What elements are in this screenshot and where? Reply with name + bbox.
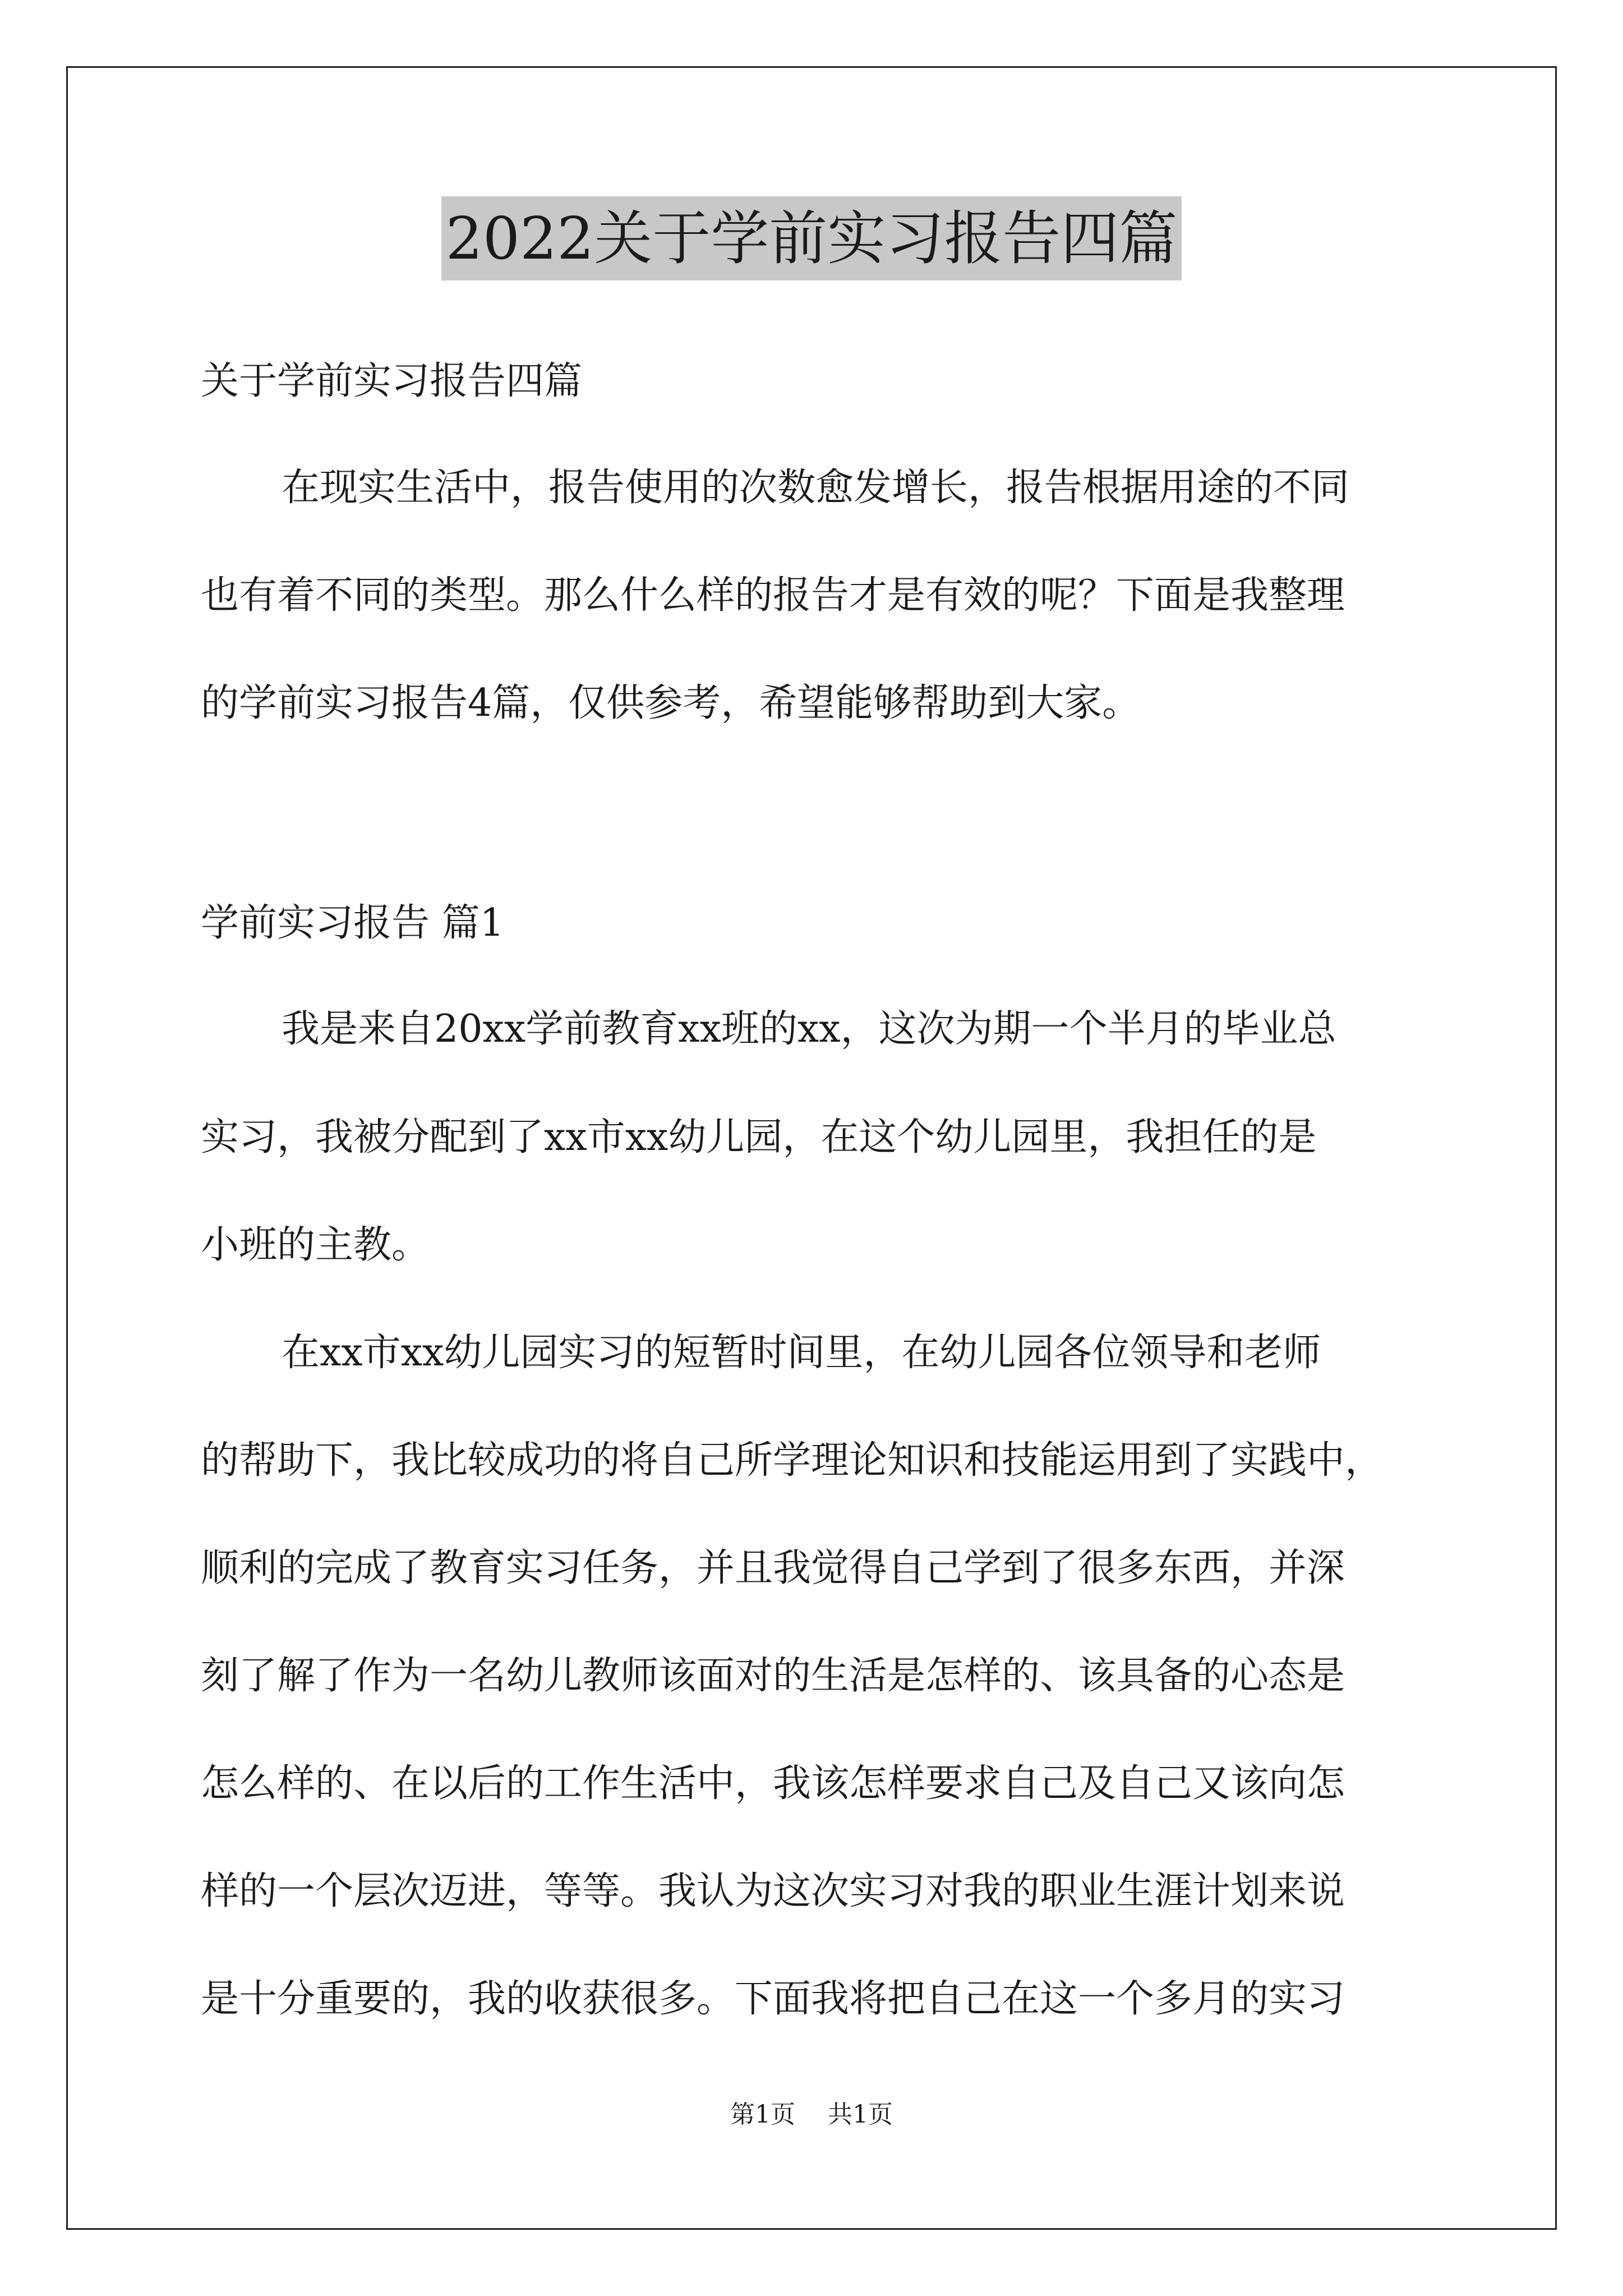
para2-line: 样的一个层次迈进，等等。我认为这次实习对我的职业生涯计划来说 [201, 1869, 1345, 1913]
para2-line: 怎么样的、在以后的工作生活中，我该怎样要求自己及自己又该向怎 [201, 1761, 1345, 1806]
document-title: 2022关于学前实习报告四篇 [441, 196, 1182, 280]
para2-line: 刻了解了作为一名幼儿教师该面对的生活是怎样的、该具备的心态是 [201, 1654, 1345, 1698]
para1-line: 小班的主教。 [201, 1223, 430, 1267]
page-number-current: 第1页 [730, 2100, 795, 2129]
para2-line: 的帮助下，我比较成功的将自己所学理论知识和技能运用到了实践中， [201, 1438, 1384, 1483]
document-subtitle: 关于学前实习报告四篇 [201, 359, 583, 403]
page-footer [0, 2098, 1623, 2132]
para1-line: 我是来自20xx学前教育xx班的xx，这次为期一个半月的毕业总 [282, 1007, 1336, 1051]
intro-line: 在现实生活中，报告使用的次数愈发增长，报告根据用途的不同 [282, 466, 1350, 510]
intro-line: 也有着不同的类型。那么什么样的报告才是有效的呢？下面是我整理 [201, 573, 1345, 618]
intro-line: 的学前实习报告4篇，仅供参考，希望能够帮助到大家。 [201, 681, 1141, 725]
title-wrap [0, 196, 1623, 280]
page-number-total: 共1页 [828, 2100, 893, 2129]
para2-line: 顺利的完成了教育实习任务，并且我觉得自己学到了很多东西，并深 [201, 1546, 1345, 1590]
para2-line: 是十分重要的，我的收获很多。下面我将把自己在这一个多月的实习 [201, 1977, 1345, 2021]
para1-line: 实习，我被分配到了xx市xx幼儿园，在这个幼儿园里，我担任的是 [201, 1115, 1317, 1159]
para2-line: 在xx市xx幼儿园实习的短暂时间里，在幼儿园各位领导和老师 [282, 1331, 1321, 1375]
section-heading: 学前实习报告 篇1 [201, 901, 504, 945]
